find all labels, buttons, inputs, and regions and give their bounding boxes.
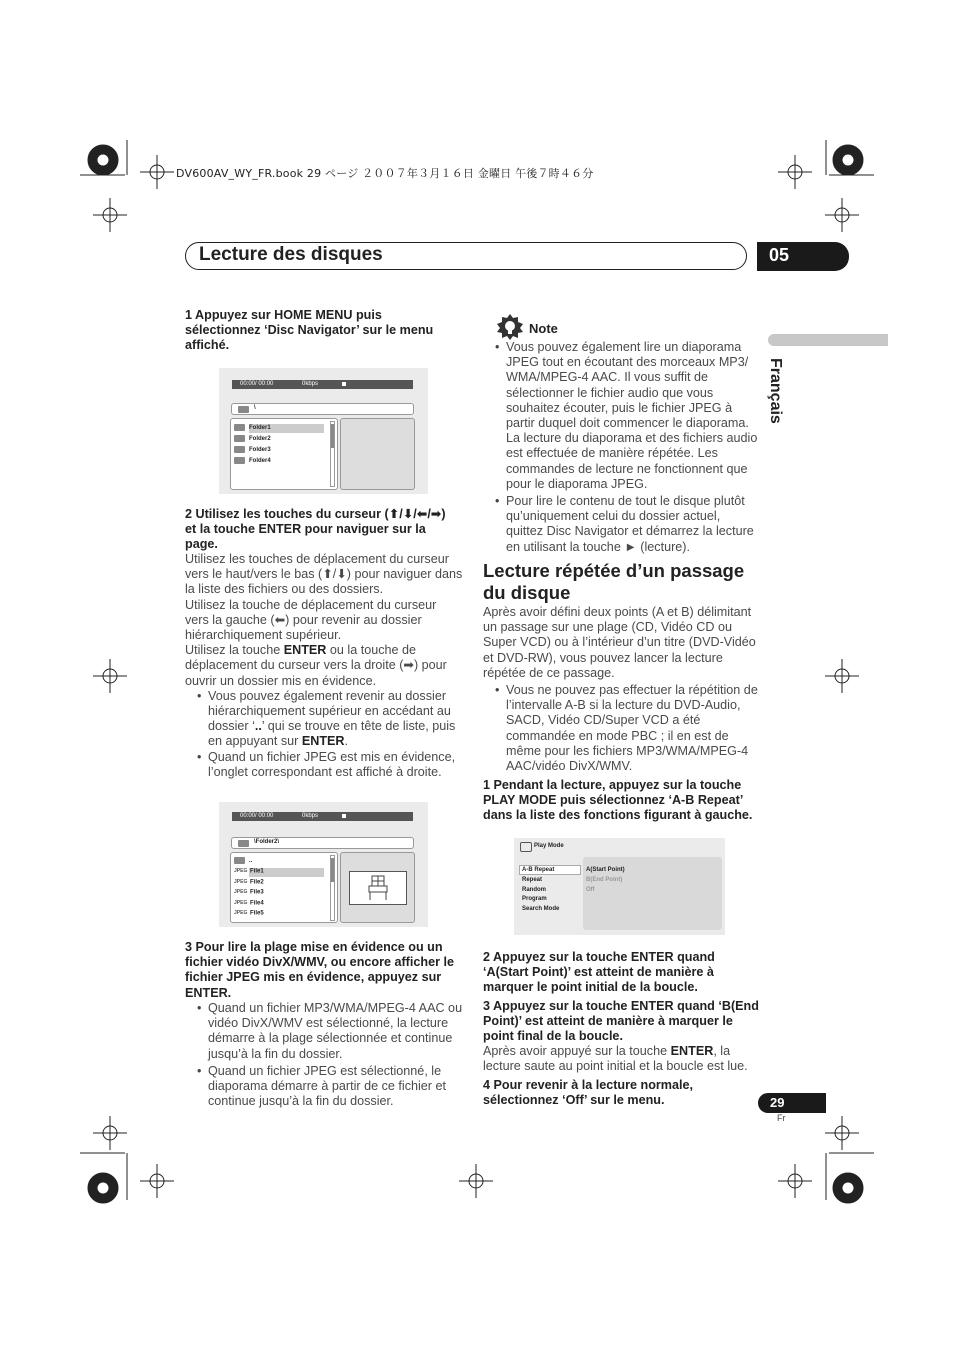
ab-step-3: 3 Appuyez sur la touche ENTER quand ‘B(End Point)’ est atteint de manière à marquer le point final de la boucle. [483,999,759,1044]
path-text: \ [254,405,256,411]
language-label: Français [767,358,784,424]
folder-icon [238,406,249,413]
step-1: 1 Appuyez sur HOME MENU puis sélectionnez ‘Disc Navigator’ sur le menu affiché. [185,308,434,353]
paragraph: Utilisez les touches de déplacement du curseur vers le haut/vers le bas (⬆/⬇) pour naviguer dans la liste des fichiers ou des dossiers. [185,552,463,597]
menu-item-repeat[interactable]: Repeat [522,876,543,883]
file-header: DV600AV_WY_FR.book 29 ページ ２００７年３月１６日 金曜日 午後７時４６分 [176,167,594,180]
bullet: • Vous pouvez également lire un diaporama JPEG tout en écoutant des morceaux MP3/ WMA/MPEG-4 AAC. Il vous suffit de sélectionner le fichier audio que vous souhaitez écouter, puis le fichier JPEG à partir duquel doit commencer le diaporama. La lecture du diaporama et des fichiers audio est effectuée de manière répétée. Les commandes de lecture ne fonctionnent que pour le diaporama JPEG. [483,340,760,492]
preview-panel [340,418,415,490]
path-text: \Folder2\ [254,839,280,845]
time-bar [232,380,413,389]
list-item[interactable]: JPEG File3 [234,889,264,896]
bullet: • Quand un fichier JPEG est sélectionné, le diaporama démarre à partir de ce fichier et continue jusqu’à la fin du dossier. [185,1064,463,1110]
chapter-badge: 05 [757,242,849,271]
option-a-start-point[interactable]: A(Start Point) [586,867,625,873]
folder-icon [238,840,249,847]
folder-icon [234,446,245,453]
play-mode-title: Play Mode [534,843,564,849]
list-item[interactable]: Folder1 [234,424,271,431]
disc-navigator-screen-2 [219,802,428,927]
section-heading: Lecture répétée d’un passage du disque [483,560,745,603]
section-intro [483,605,760,774]
rate-text: 0kbps [302,813,319,819]
folder-icon [234,435,245,442]
menu-item-search-mode[interactable]: Search Mode [522,906,560,913]
page-title: Lecture des disques [199,244,383,265]
path-field [231,837,414,849]
stop-icon [342,814,346,818]
option-off[interactable]: Off [586,886,595,893]
bullet: • Quand un fichier MP3/WMA/MPEG-4 AAC ou vidéo DivX/WMV est sélectionné, la lecture démarre à la plage sélectionnée et continue jusqu’à la fin du dossier. [185,1001,463,1062]
menu-item-program[interactable]: Program [522,896,547,903]
parent-folder-item[interactable]: .. [234,857,252,864]
time-text: 00:00/ 00:00 [240,381,274,387]
ab-step-1: 1 Pendant la lecture, appuyez sur la touche PLAY MODE puis sélectionnez ‘A-B Repeat’ dans la liste des fonctions figurant à gauche. [483,778,753,823]
disc-navigator-screen-1 [219,368,428,494]
paragraph: Utilisez la touche ENTER ou la touche de déplacement du curseur vers la droite (➡) pour ouvrir un dossier mis en évidence. [185,643,447,688]
step-2-body [185,552,463,780]
note-title: Note [529,321,558,336]
lightbulb-icon [497,314,523,340]
play-mode-menu[interactable] [522,866,559,915]
page-language: Fr [777,1113,786,1123]
paragraph: Utilisez la touche de déplacement du curseur vers la gauche (⬅) pour revenir au dossier hiérarchiquement supérieur. [185,597,437,643]
time-text: 00:00/ 00:00 [240,813,274,819]
list-item[interactable]: JPEG File2 [234,879,264,886]
folder-list[interactable] [230,418,338,490]
language-tab [768,334,888,346]
list-item[interactable]: Folder4 [234,457,271,464]
play-mode-icon [520,842,532,852]
play-mode-screen [514,838,725,935]
options-panel [583,857,722,930]
list-item[interactable]: JPEG File4 [234,900,264,907]
scrollbar[interactable] [330,421,335,487]
note-body [483,340,760,555]
jpeg-thumbnail [349,871,407,905]
path-field [231,403,414,415]
folder-icon [234,857,245,864]
step-3: 3 Pour lire la plage mise en évidence ou un fichier vidéo DivX/WMV, ou encore afficher le fichier JPEG mis en évidence, appuyez sur ENTER. [185,940,454,1000]
scrollbar-thumb[interactable] [331,424,334,448]
options-list[interactable] [586,866,625,895]
bullet: • Pour lire le contenu de tout le disque plutôt qu’uniquement celui du dossier actuel, quittez Disc Navigator et démarrez la lecture en utilisant la touche ► (lecture). [483,494,760,555]
list-item[interactable]: Folder2 [234,435,271,442]
chair-icon [350,872,406,904]
list-item[interactable]: Folder3 [234,446,271,453]
step-3-body [185,1001,463,1109]
time-bar [232,812,413,821]
file-list[interactable] [230,852,338,923]
folder-icon [234,424,245,431]
page-number: 29 [758,1093,826,1113]
ab-step-2: 2 Appuyez sur la touche ENTER quand ‘A(Start Point)’ est atteint de manière à marquer le point initial de la boucle. [483,950,715,995]
folder-icon [234,457,245,464]
ab-step-4: 4 Pour revenir à la lecture normale, sélectionnez ‘Off’ sur le menu. [483,1078,693,1108]
scrollbar[interactable] [330,855,335,921]
step-2: 2 Utilisez les touches du curseur (⬆/⬇/⬅/➡) et la touche ENTER pour naviguer sur la page. [185,507,446,552]
list-item[interactable]: JPEG File5 [234,910,264,917]
bullet: • Vous pouvez également revenir au dossier hiérarchiquement supérieur en accédant au dossier ‘..’ qui se trouve en tête de liste, puis en appuyant sur ENTER. [185,689,463,750]
stop-icon [342,382,346,386]
menu-item-ab-repeat[interactable]: A-B Repeat [522,867,555,873]
bullet: • Quand un fichier JPEG est mis en évidence, l’onglet correspondant est affiché à droite. [185,750,463,780]
paragraph: Après avoir défini deux points (A et B) délimitant un passage sur une plage (CD, Vidéo CD ou Super VCD) ou à l’intérieur d’un titre (DVD-Vidéo et DVD-RW), vous pouvez lancer la lecture répétée de ce passage. [483,605,756,680]
bullet: • Vous ne pouvez pas effectuer la répétition de l’intervalle A-B si la lecture du DVD-Audio, SACD, Vidéo CD/Super VCD a été commandée en mode PBC ; il en est de même pour les fichiers MP3/WMA/MPEG-4 AAC/vidéo DivX/WMV. [483,683,760,774]
jpeg-preview-panel [340,852,415,923]
option-b-end-point[interactable]: B(End Point) [586,876,623,883]
scrollbar-thumb[interactable] [331,858,334,882]
ab-step-3-body: Après avoir appuyé sur la touche ENTER, la lecture saute au point initial et la boucle est lue. [483,1044,748,1074]
list-item[interactable]: JPEG File1 [234,868,264,875]
menu-item-random[interactable]: Random [522,886,546,893]
rate-text: 0kbps [302,381,319,387]
